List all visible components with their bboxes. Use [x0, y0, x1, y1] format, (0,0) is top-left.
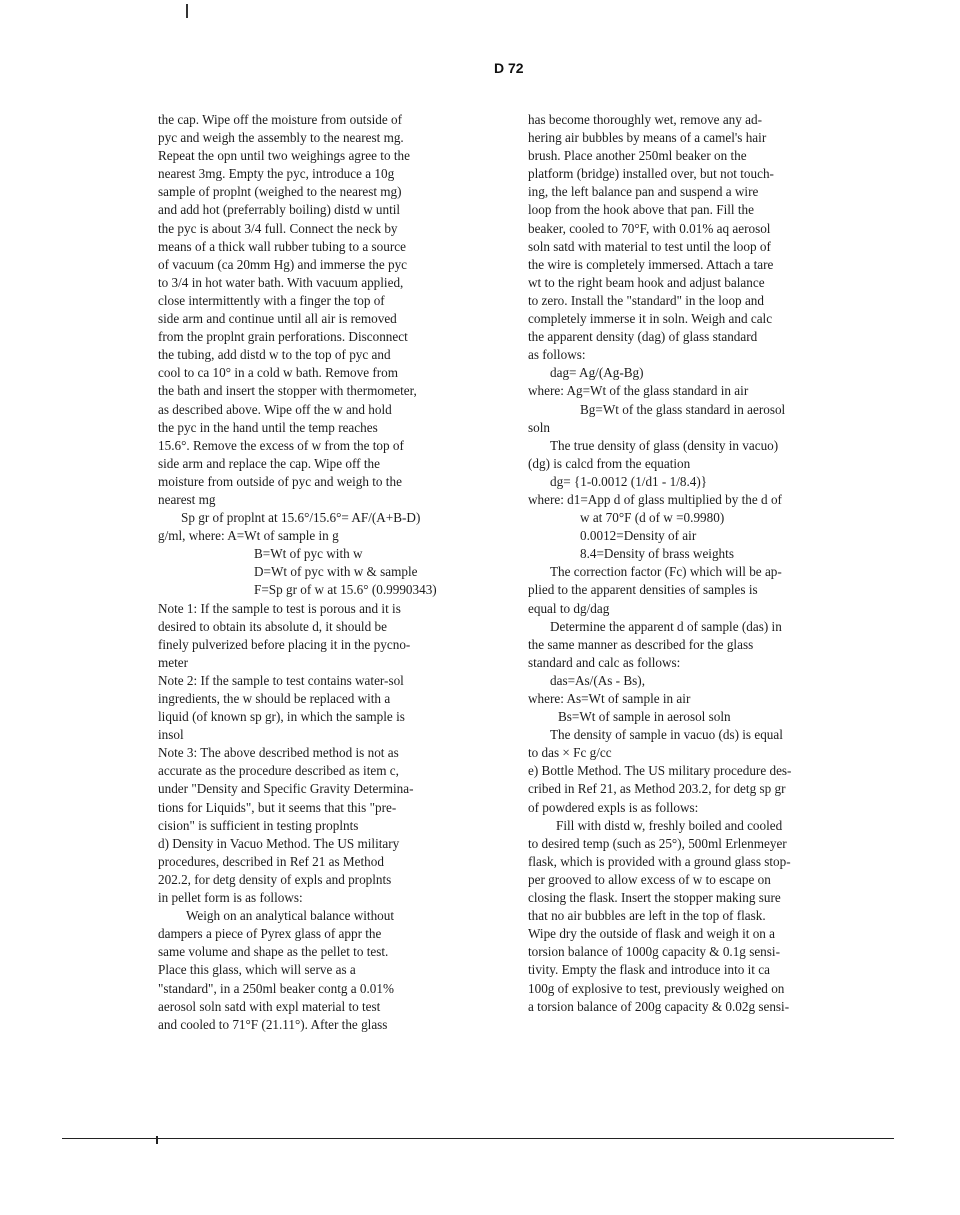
right-column-line: loop from the hook above that pan. Fill the [528, 202, 754, 218]
left-column-line: and cooled to 71°F (21.11°). After the glass [158, 1016, 388, 1032]
right-column-line: platform (bridge) installed over, but not touch- [528, 166, 774, 182]
right-column-line: hering air bubbles by means of a camel's hair [528, 130, 767, 146]
left-column-line: in pellet form is as follows: [158, 890, 303, 906]
right-column-line: (dg) is calcd from the equation [528, 455, 691, 471]
left-column-line: ingredients, the w should be replaced with a [158, 691, 391, 706]
right-column-line: the wire is completely immersed. Attach a tare [528, 256, 774, 272]
left-text-column [158, 111, 490, 1034]
right-column-line: to desired temp (such as 25°), 500ml Erlenmeyer [528, 835, 787, 851]
right-column-line: that no air bubbles are left in the top of flask. [528, 908, 766, 924]
right-column-line: cribed in Ref 21, as Method 203.2, for detg sp gr [528, 781, 786, 797]
left-column-line: under "Density and Specific Gravity Determina- [158, 781, 414, 797]
left-column-line: side arm and replace the cap. Wipe off the [158, 455, 380, 471]
right-column-line: e) Bottle Method. The US military procedure des- [528, 763, 792, 779]
left-column-line: Sp gr of proplnt at 15.6°/15.6°= AF/(A+B-D) [181, 510, 421, 526]
right-column-line: Bs=Wt of sample in aerosol soln [558, 709, 731, 725]
left-column-line: B=Wt of pyc with w [254, 546, 363, 562]
right-column-line: Wipe dry the outside of flask and weigh it on a [528, 926, 776, 942]
right-column-line: das=As/(As - Bs), [550, 672, 645, 688]
left-column-line: d) Density in Vacuo Method. The US military [158, 835, 400, 851]
right-column-line: where: As=Wt of sample in air [528, 691, 691, 706]
right-column-line: the same manner as described for the glass [528, 636, 754, 652]
left-column-line: the pyc in the hand until the temp reaches [158, 419, 378, 435]
left-column-line: F=Sp gr of w at 15.6° (0.9990343) [254, 582, 437, 598]
left-column-line: aerosol soln satd with expl material to test [158, 998, 381, 1014]
left-column-line: Weigh on an analytical balance without [186, 908, 395, 924]
right-column-line: Fill with distd w, freshly boiled and cooled [556, 817, 783, 833]
left-column-line: sample of proplnt (weighed to the nearest mg) [158, 184, 402, 200]
right-column-line: closing the flask. Insert the stopper making sure [528, 890, 781, 906]
right-column-line: The correction factor (Fc) which will be ap- [550, 564, 782, 580]
left-column-line: pyc and weigh the assembly to the nearest mg. [158, 130, 404, 146]
right-column-line: soln [528, 419, 550, 435]
right-column-line: the apparent density (dag) of glass standard [528, 329, 758, 345]
right-column-line: where: d1=App d of glass multiplied by the d of [528, 491, 782, 507]
right-column-line: 8.4=Density of brass weights [580, 546, 734, 562]
bottom-rule [62, 1138, 894, 1139]
right-column-line: standard and calc as follows: [528, 654, 681, 670]
left-column-line: procedures, described in Ref 21 as Method [158, 853, 384, 869]
right-column-line: 0.0012=Density of air [580, 528, 697, 544]
right-column-line: dg= {1-0.0012 (1/d1 - 1/8.4)} [550, 473, 708, 489]
right-text-column [528, 111, 850, 1016]
left-column-line: side arm and continue until all air is removed [158, 311, 397, 327]
right-column-line: wt to the right beam hook and adjust balance [528, 274, 765, 290]
left-column-line: and add hot (preferrably boiling) distd w until [158, 202, 401, 218]
left-column-line: Note 1: If the sample to test is porous and it is [158, 600, 401, 616]
left-column-line: Note 3: The above described method is not as [158, 745, 399, 761]
left-column-line: desired to obtain its absolute d, it should be [158, 618, 387, 634]
left-column-line: same volume and shape as the pellet to test. [158, 944, 389, 960]
left-column-line: finely pulverized before placing it in the pycno- [158, 636, 411, 652]
right-column-line: plied to the apparent densities of samples is [528, 582, 758, 598]
right-column-line: of powdered expls is as follows: [528, 799, 699, 815]
left-column-line: dampers a piece of Pyrex glass of appr the [158, 926, 382, 942]
right-column-line: Bg=Wt of the glass standard in aerosol [580, 401, 786, 417]
left-column-line: g/ml, where: A=Wt of sample in g [158, 528, 339, 544]
left-column-line: nearest mg [158, 491, 216, 507]
left-column-line: cool to ca 10° in a cold w bath. Remove from [158, 365, 399, 381]
left-column-line: of vacuum (ca 20mm Hg) and immerse the pyc [158, 256, 408, 272]
right-column-line: Determine the apparent d of sample (das) in [550, 618, 782, 634]
right-column-line: to zero. Install the "standard" in the loop and [528, 292, 764, 308]
right-column-line: brush. Place another 250ml beaker on the [528, 148, 747, 164]
right-column-line: flask, which is provided with a ground glass stop- [528, 853, 791, 869]
left-column-line: the tubing, add distd w to the top of pyc and [158, 347, 391, 363]
margin-tick-mark [186, 4, 188, 18]
right-column-line: completely immerse it in soln. Weigh and calc [528, 311, 773, 327]
left-column-line: the bath and insert the stopper with thermometer, [158, 383, 417, 399]
right-column-line: to das × Fc g/cc [528, 745, 612, 761]
bottom-rule-mark [156, 1136, 158, 1144]
right-column-line: dag= Ag/(Ag-Bg) [550, 365, 644, 381]
left-column-line: tions for Liquids", but it seems that this "pre- [158, 799, 397, 815]
left-column-line: the pyc is about 3/4 full. Connect the neck by [158, 220, 398, 236]
left-column-line: from the proplnt grain perforations. Disconnect [158, 329, 408, 345]
left-column-line: Note 2: If the sample to test contains water-sol [158, 672, 404, 688]
right-column-line: The true density of glass (density in vacuo) [550, 437, 779, 453]
left-column-line: close intermittently with a finger the top of [158, 292, 385, 308]
right-column-line: per grooved to allow excess of w to escape on [528, 871, 771, 887]
left-column-line: Repeat the opn until two weighings agree to the [158, 148, 410, 164]
right-column-line: tivity. Empty the flask and introduce into it ca [528, 962, 770, 978]
left-column-line: to 3/4 in hot water bath. With vacuum applied, [158, 274, 404, 290]
right-column-line: where: Ag=Wt of the glass standard in air [528, 383, 749, 399]
right-column-line: a torsion balance of 200g capacity & 0.02g sensi- [528, 998, 790, 1014]
left-column-line: Place this glass, which will serve as a [158, 962, 356, 978]
right-column-line: as follows: [528, 347, 586, 363]
right-column-line: 100g of explosive to test, previously weighed on [528, 980, 785, 996]
left-column-line: 202.2, for detg density of expls and proplnts [158, 871, 392, 887]
right-column-line: The density of sample in vacuo (ds) is equal [550, 727, 783, 743]
right-column-line: beaker, cooled to 70°F, with 0.01% aq aerosol [528, 220, 771, 236]
left-column-line: D=Wt of pyc with w & sample [254, 564, 418, 580]
right-column-line: ing, the left balance pan and suspend a wire [528, 184, 759, 200]
left-column-line: means of a thick wall rubber tubing to a source [158, 238, 406, 254]
left-column-line: nearest 3mg. Empty the pyc, introduce a 10g [158, 166, 395, 182]
right-column-line: has become thoroughly wet, remove any ad- [528, 112, 763, 127]
right-column-line: w at 70°F (d of w =0.9980) [580, 510, 725, 526]
right-column-line: soln satd with material to test until the loop of [528, 238, 771, 254]
page-number: D 72 [494, 60, 524, 76]
right-column-line: equal to dg/dag [528, 600, 610, 616]
left-column-line: as described above. Wipe off the w and hold [158, 401, 392, 417]
left-column-line: the cap. Wipe off the moisture from outside of [158, 112, 402, 127]
left-column-line: accurate as the procedure described as item c, [158, 763, 399, 779]
left-column-line: 15.6°. Remove the excess of w from the top of [158, 437, 404, 453]
left-column-line: liquid (of known sp gr), in which the sample is [158, 709, 405, 725]
left-column-line: insol [158, 727, 184, 743]
left-column-line: moisture from outside of pyc and weigh to the [158, 473, 402, 489]
right-column-line: torsion balance of 1000g capacity & 0.1g sensi- [528, 944, 780, 960]
left-column-line: cision" is sufficient in testing proplnts [158, 817, 359, 833]
left-column-line: meter [158, 654, 189, 670]
left-column-line: "standard", in a 250ml beaker contg a 0.01% [158, 980, 394, 996]
